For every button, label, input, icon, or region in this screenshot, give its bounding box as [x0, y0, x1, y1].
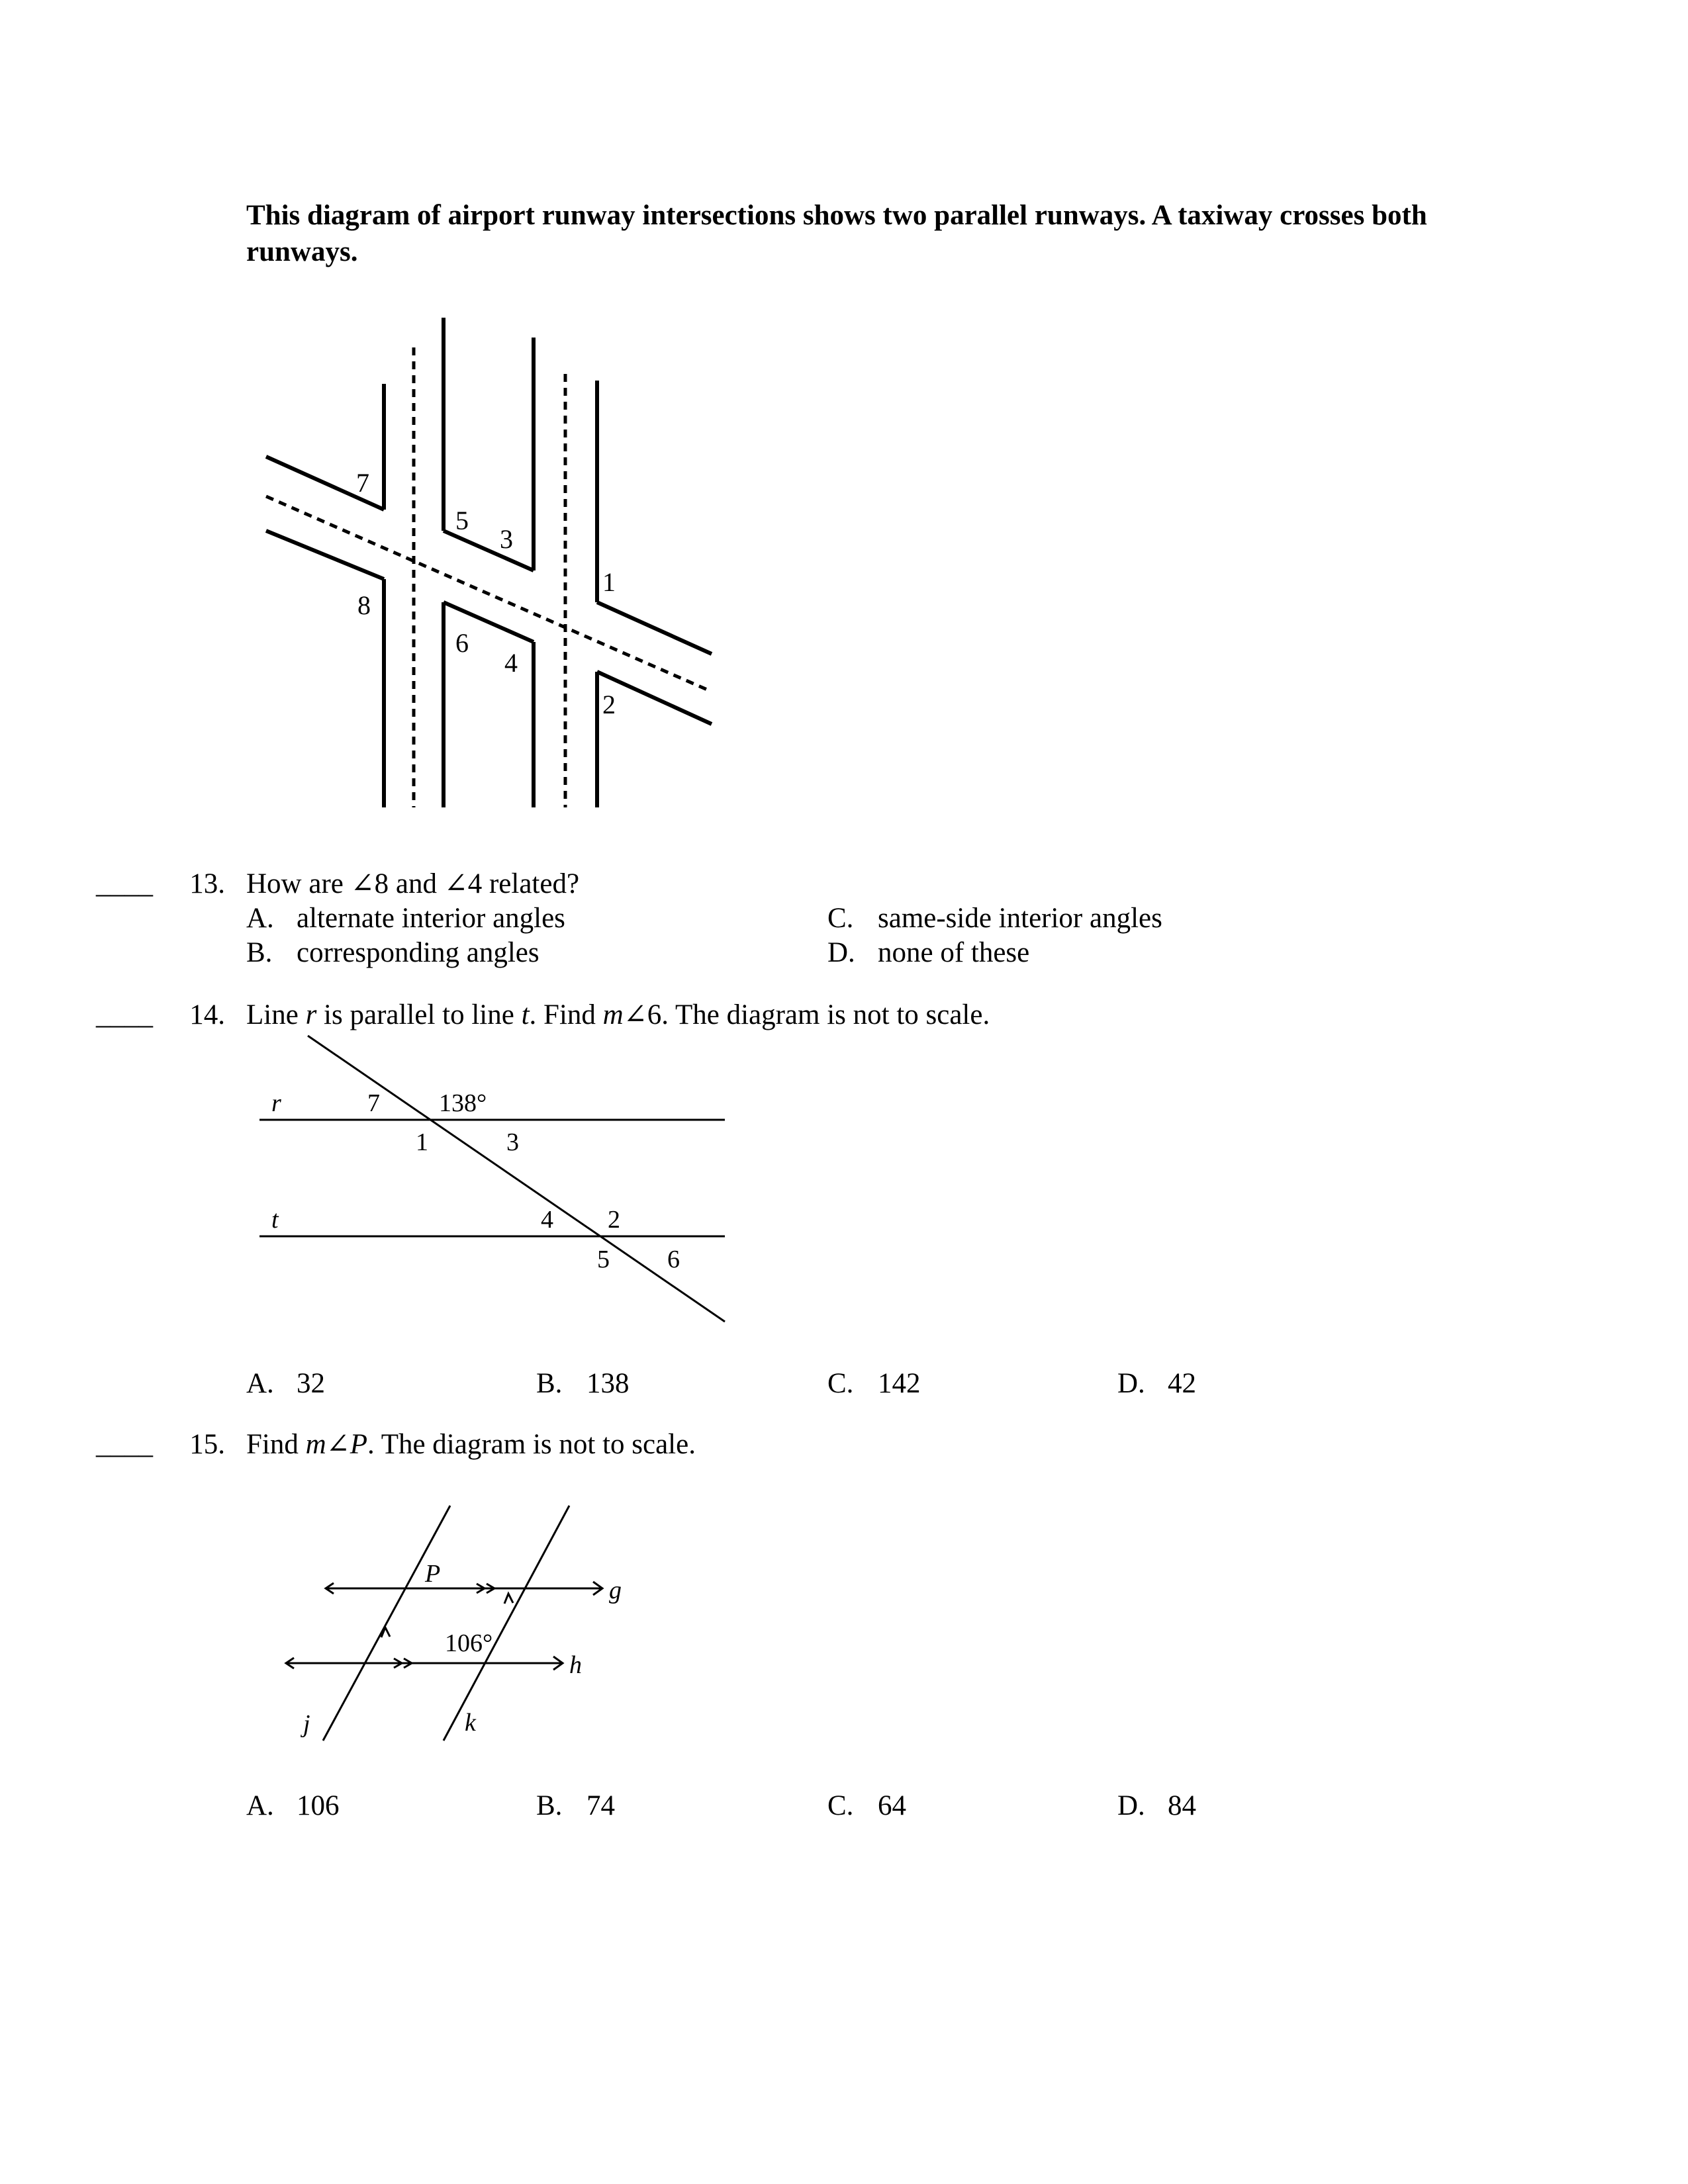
runway-angle-7: 7 [356, 468, 369, 498]
q13-option-a[interactable]: A. alternate interior angles [246, 903, 565, 934]
label-r: r [271, 1089, 281, 1117]
intro-text: This diagram of airport runway intersections shows two parallel runways. A taxiway crosses both runways. [246, 200, 1427, 267]
runway-angle-3: 3 [500, 524, 513, 554]
runway-diagram [245, 298, 722, 827]
angle-5: 5 [597, 1246, 610, 1273]
angle-106: 106° [445, 1629, 493, 1657]
label-j: j [303, 1710, 310, 1738]
question-14-prompt: Line r is parallel to line t. Find m∠6. The diagram is not to scale. [246, 999, 990, 1030]
angle-4: 4 [541, 1206, 553, 1234]
runway-angle-5: 5 [455, 506, 469, 535]
label-k: k [465, 1709, 476, 1737]
line-j [323, 1506, 450, 1741]
label-t: t [271, 1206, 279, 1234]
q15-option-c[interactable]: C. 64 [827, 1790, 906, 1821]
q14-option-d[interactable]: D. 42 [1117, 1368, 1196, 1399]
runway-angle-2: 2 [602, 690, 616, 719]
q14-option-b[interactable]: B. 138 [536, 1368, 630, 1399]
line-k [444, 1506, 569, 1741]
q14-option-c[interactable]: C. 142 [827, 1368, 921, 1399]
runway-angle-1: 1 [602, 567, 616, 597]
question-13-prompt: How are ∠8 and ∠4 related? [246, 868, 580, 899]
angle-6: 6 [667, 1246, 680, 1273]
q15-option-b[interactable]: B. 74 [536, 1790, 615, 1821]
angle-7: 7 [367, 1089, 380, 1117]
q15-option-a[interactable]: A. 106 [246, 1790, 340, 1821]
runway-angle-6: 6 [455, 628, 469, 658]
question-15-prompt: Find m∠P. The diagram is not to scale. [246, 1429, 696, 1460]
question-number-13: 13. [189, 868, 225, 899]
q13-option-c[interactable]: C. same-side interior angles [827, 903, 1162, 934]
parallel-lines-diagram [252, 1029, 735, 1327]
runway-angle-4: 4 [504, 648, 518, 678]
answer-blank-15[interactable]: ____ [96, 1429, 153, 1460]
transversal [308, 1036, 725, 1322]
angle-3: 3 [506, 1128, 519, 1156]
angle-1: 1 [416, 1128, 428, 1156]
answer-blank-13[interactable]: ____ [96, 868, 153, 899]
question-number-15: 15. [189, 1429, 225, 1460]
label-g: g [609, 1576, 622, 1604]
label-h: h [569, 1651, 582, 1679]
q15-option-d[interactable]: D. 84 [1117, 1790, 1196, 1821]
question-number-14: 14. [189, 999, 225, 1030]
q14-option-a[interactable]: A. 32 [246, 1368, 325, 1399]
four-lines-diagram [278, 1492, 649, 1770]
angle-138: 138° [439, 1089, 487, 1117]
q13-option-b[interactable]: B. corresponding angles [246, 937, 539, 968]
q13-option-d[interactable]: D. none of these [827, 937, 1030, 968]
answer-blank-14[interactable]: ____ [96, 999, 153, 1030]
runway-angle-8: 8 [357, 590, 371, 620]
label-P: P [425, 1560, 441, 1588]
angle-2: 2 [608, 1206, 620, 1234]
